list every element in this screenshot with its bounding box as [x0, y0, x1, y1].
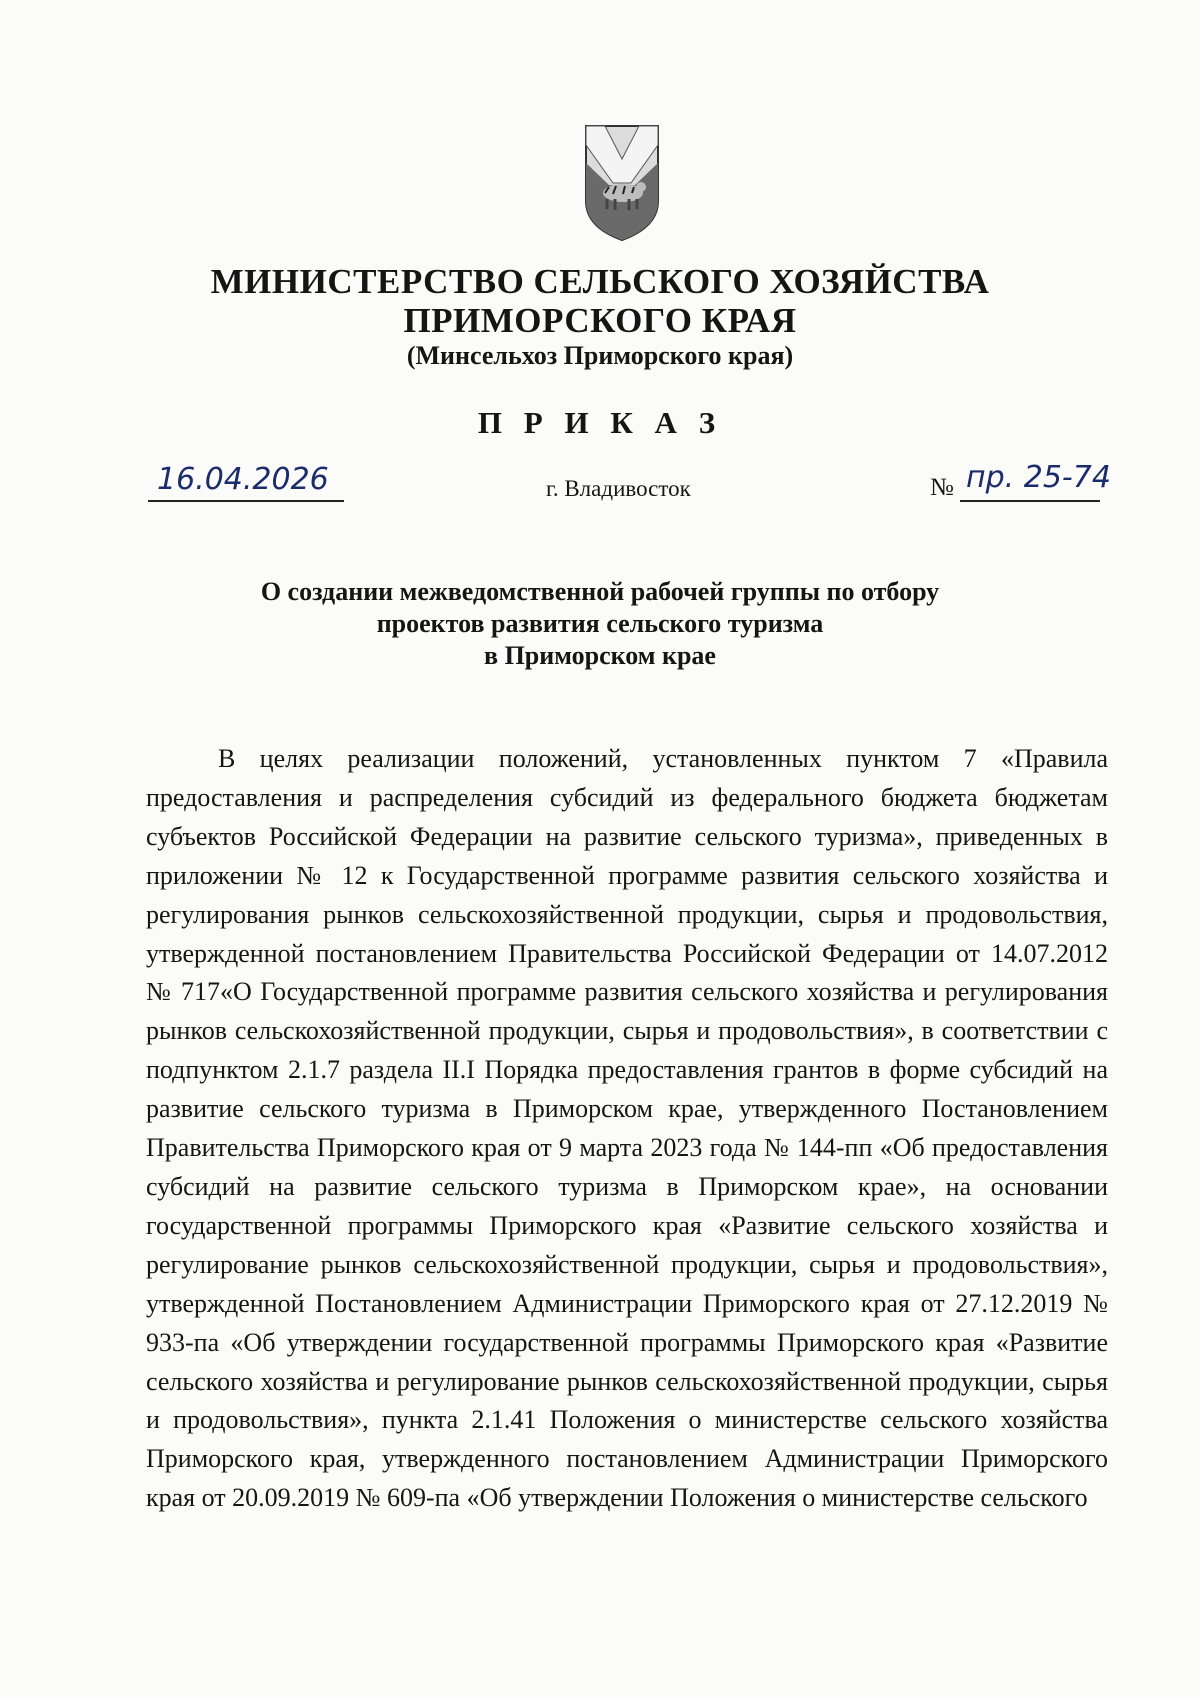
handwritten-order-number: пр. 25-74 — [966, 460, 1111, 495]
number-sign: № — [930, 474, 954, 501]
body-paragraph: В целях реализации положений, установленных пунктом 7 «Правила предоставления и распределения субсидий из федерального бюджета бюджетам субъектов Российской Федерации на развитие сельского туризма», приведенных в приложении № 12 к Государственной программе развития сельского хозяйства и регулирования рынков сельскохозяйственной продукции, сырья и продовольствия, утвержденной постановлением Правительства Российской Федерации от 14.07.2012 № 717«О Государственной программе развития сельского хозяйства и регулирования рынков сельскохозяйственной продукции, сырья и продовольствия», в соответствии с подпунктом 2.1.7 раздела II.I Порядка предоставления грантов в форме субсидий на развитие сельского туризма в Приморском крае, утвержденного Постановлением Правительства Приморского края от 9 марта 2023 года № 144-пп «Об предоставления субсидий на развитие сельского туризма в Приморском крае», на основании государственной программы Приморского края «Развитие сельского хозяйства и регулирование рынков сельскохозяйственной продукции, сырья и продовольствия», утвержденной Постановлением Администрации Приморского края от 27.12.2019 № 933-па «Об утверждении государственной программы Приморского края «Развитие сельского хозяйства и регулирование рынков сельскохозяйственной продукции, сырья и продовольствия», пункта 2.1.41 Положения о министерстве сельского хозяйства Приморского края, утвержденного постановлением Администрации Приморского края от 20.09.2019 № 609-па «Об утверждении Положения о министерстве сельского — [146, 744, 1108, 1513]
subject-line: проектов развития сельского туризма — [376, 609, 824, 638]
subject-line: О создании межведомственной рабочей группы по отбору — [260, 577, 940, 606]
city-label: г. Владивосток — [546, 476, 691, 501]
ministry-name-line2: ПРИМОРСКОГО КРАЯ — [403, 301, 797, 340]
order-subject — [0, 576, 1200, 672]
subject-line: в Приморском крае — [484, 641, 716, 670]
ministry-short-name: (Минсельхоз Приморского края) — [406, 341, 794, 370]
ministry-name-line1: МИНИСТЕРСТВО СЕЛЬСКОГО ХОЗЯЙСТВА — [210, 262, 990, 301]
document-type-title: П Р И К А З — [477, 405, 723, 440]
handwritten-date: 16.04.2026 — [157, 462, 329, 497]
coat-of-arms-icon — [583, 123, 661, 243]
